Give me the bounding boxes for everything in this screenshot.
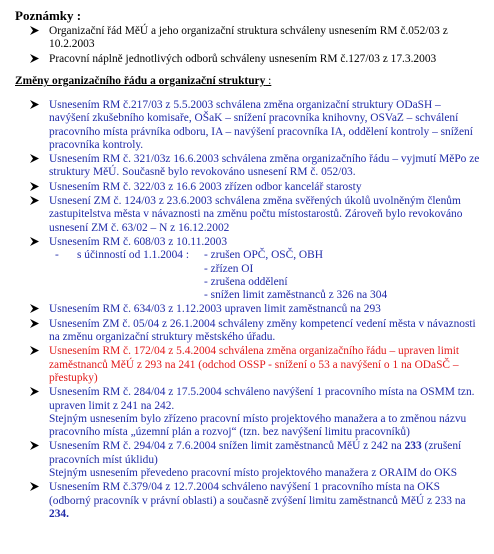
change-item xyxy=(30,303,480,316)
arrow-bullet-icon xyxy=(30,100,39,109)
change-text xyxy=(49,440,480,467)
notes-heading: Poznámky : xyxy=(15,8,82,23)
arrow-bullet-icon xyxy=(30,304,39,313)
change-text: Usnesením ZM č. 05/04 z 26.1.2004 schváleny změny kompetencí vedení města v návaznosti na změnu organizační struktury městského úřadu. xyxy=(49,317,476,344)
changes-heading xyxy=(15,75,271,88)
change-text: Usnesením RM č. 321/03z 16.6.2003 schválena změna organizačního řádu – vyjmutí MěPo ze struktury MěÚ. Současně bylo revokováno usnesení RM č. 052/03. xyxy=(49,153,480,179)
change-item xyxy=(30,440,480,480)
change-text-main: Usnesením RM č. 294/04 z 7.6.2004 snížen limit zaměstnanců MěÚ z 242 na xyxy=(49,440,405,453)
effective-date: s účinností od 1.1.2004 : xyxy=(77,249,190,262)
arrow-bullet-icon xyxy=(30,387,39,396)
change-item xyxy=(30,181,480,194)
arrow-bullet-icon xyxy=(30,346,39,355)
change-text-bold: 234. xyxy=(49,507,69,520)
changes-list xyxy=(30,99,480,522)
change-text: Usnesením RM č. 608/03 z 10.11.2003 xyxy=(49,235,228,248)
change-item xyxy=(30,481,480,521)
change-item xyxy=(30,318,480,345)
note-text: Organizační řád MěÚ a jeho organizační struktura schváleny usnesením RM č.052/03 z 10.2.2003 xyxy=(49,25,448,51)
arrow-bullet-icon xyxy=(30,26,39,35)
effective-row xyxy=(49,249,480,262)
arrow-bullet-icon xyxy=(30,196,39,205)
change-item xyxy=(30,99,480,152)
change-text: Usnesením RM č. 634/03 z 1.12.2003 upraven limit zaměstnanců na 293 xyxy=(49,303,381,316)
change-text: Stejným usnesením bylo zřízeno pracovní místo projektového manažera a to změnou názvu pracovního místa „územní plán a rozvoj“ (tzn. bez navýšení limitu pracovníků) xyxy=(49,412,467,439)
arrow-bullet-icon xyxy=(30,154,39,163)
change-item xyxy=(30,153,480,180)
change-item-highlighted xyxy=(30,345,480,385)
change-text-tail: (zrušení pracovních míst úklidu) xyxy=(49,440,462,466)
arrow-bullet-icon xyxy=(30,441,39,450)
note-item xyxy=(30,53,480,66)
change-item xyxy=(30,236,480,302)
dash-marker: - xyxy=(55,249,59,262)
effective-detail: - zrušen OPČ, OSČ, OBH xyxy=(204,249,323,262)
change-text-bold: 233 xyxy=(404,440,422,453)
change-text: Stejným usnesením převedeno pracovní místo projektového manažera z ORAIM do OKS xyxy=(49,467,458,480)
note-item xyxy=(30,25,480,52)
effective-changes xyxy=(49,249,480,302)
effective-detail: - zrušena oddělení xyxy=(204,275,288,288)
arrow-bullet-icon xyxy=(30,482,39,491)
changes-heading-tail: : xyxy=(265,75,272,87)
change-text: Usnesením RM č.217/03 z 5.5.2003 schválena změna organizační struktury ODaSH – navýšení zkušebního komisaře, OŠaK – snížení pracovníka knihovny, OSVaZ – schválení pracovního místa právníka odboru, IA – navýšení pracovníka IA, oddělení kontroly – snížení pracovníka kontroly. xyxy=(49,99,473,151)
change-text: Usnesením RM č. 284/04 z 17.5.2004 schváleno navýšení 1 pracovního místa na OSMM tzn. upraven limit z 241 na 242. xyxy=(49,386,475,412)
arrow-bullet-icon xyxy=(30,182,39,191)
change-item xyxy=(30,386,480,439)
changes-heading-text: Změny organizačního řádu a organizační struktury xyxy=(15,75,266,87)
arrow-bullet-icon xyxy=(30,54,39,63)
effective-detail: - zřízen OI xyxy=(204,262,254,275)
change-text: Usnesení ZM č. 124/03 z 23.6.2003 schválena změna svěřených úkolů uvolněným členům zastupitelstva města v návaznosti na změnu počtu místostarostů. Zároveň bylo revokováno usnesení ZM č. 63/02 – N z 16.12.2002 xyxy=(49,195,463,234)
effective-detail: - snížen limit zaměstnanců z 326 na 304 xyxy=(204,289,388,302)
arrow-bullet-icon xyxy=(30,237,39,246)
notes-list xyxy=(30,25,480,67)
change-text: Usnesením RM č. 172/04 z 5.4.2004 schválena změna organizačního řádu – upraven limit zaměstnanců MěÚ z 293 na 241 (odchod OSSP - snížení o 53 a navýšení o 1 na ODaSČ – přestupky) xyxy=(49,345,460,384)
note-text: Pracovní náplně jednotlivých odborů schváleny usnesením RM č.127/03 z 17.3.2003 xyxy=(49,52,437,65)
arrow-bullet-icon xyxy=(30,319,39,328)
change-item xyxy=(30,195,480,235)
change-text: Usnesením RM č. 322/03 z 16.6 2003 zřízen odbor kancelář starosty xyxy=(49,180,362,193)
change-text-main: Usnesením RM č.379/04 z 12.7.2004 schváleno navýšení 1 pracovního místa na OKS (odborný pracovník v právní oblasti) a současně zvýšení limitu zaměstnanců MěÚ z 233 na xyxy=(49,481,466,507)
